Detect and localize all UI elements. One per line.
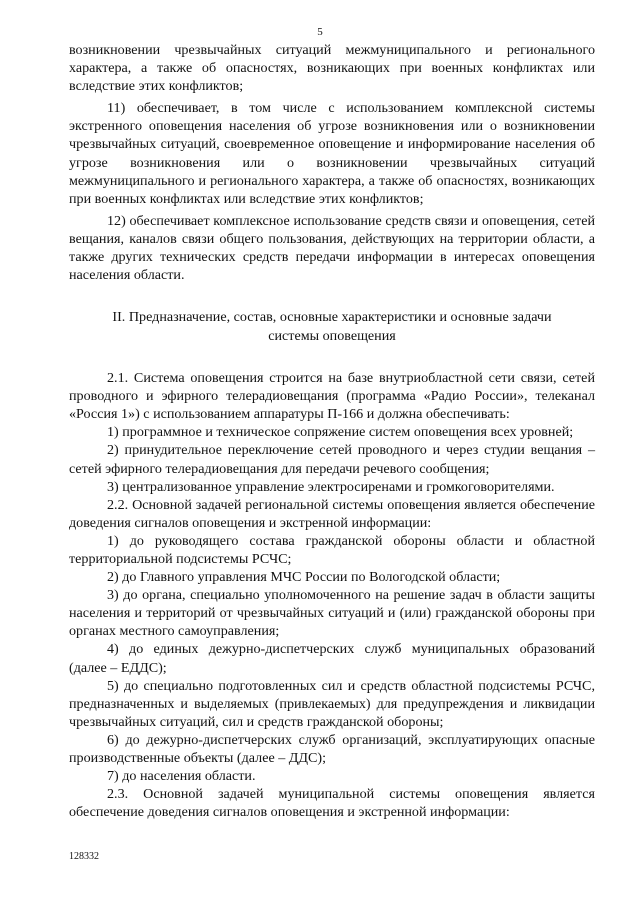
paragraph-item-11: 11) обеспечивает, в том числе с использованием комплексной системы экстренного оповещения населения об угрозе возникновения или о возникновении чрезвычайных ситуаций, своевременное оповещение и информирование населения об угрозе возникновения или о возникновении чрезвычайных ситуаций межмуниципального и регионального характера, а также об опасностях, возникающих при военных конфликтах или вследствие этих конфликтов;: [69, 100, 595, 207]
list-item: 1) до руководящего состава гражданской обороны области и областной территориальной подсистемы РСЧС;: [69, 532, 595, 567]
list-item: 2) принудительное переключение сетей проводного и через студии вещания – сетей эфирного телерадиовещания для передачи речевого сообщения;: [69, 442, 595, 477]
list-item: 3) централизованное управление электросиренами и громкоговорителями.: [107, 478, 555, 495]
list-item: 3) до органа, специально уполномоченного на решение задач в области защиты населения и территорий от чрезвычайных ситуаций и (или) гражданской обороны при органах местного самоуправления;: [69, 587, 595, 640]
paragraph-item-12: 12) обеспечивает комплексное использование средств связи и оповещения, сетей вещания, каналов связи общего пользования, действующих на территории области, а также других технических средств передачи информации в интересах оповещения населения области.: [69, 212, 595, 284]
paragraph-continuation: возникновении чрезвычайных ситуаций межмуниципального и регионального характера, а также об опасностях, возникающих при военных конфликтах или вследствие этих конфликтов;: [69, 42, 595, 95]
list-item: 2) до Главного управления МЧС России по Вологодской области;: [107, 569, 501, 586]
document-code: 128332: [69, 851, 99, 862]
list-item: 7) до населения области.: [107, 768, 256, 785]
paragraph-2-1: 2.1. Система оповещения строится на базе внутриобластной сети связи, сетей проводного и эфирного телерадиовещания (программа «Радио России», телеканал «Россия 1») с использованием аппаратуры П-166 и должна обеспечивать:: [69, 370, 595, 423]
list-item: 1) программное и техническое сопряжение систем оповещения всех уровней;: [107, 424, 574, 441]
list-item: 6) до дежурно-диспетчерских служб организаций, эксплуатирующих опасные производственные объекты (далее – ДДС);: [69, 731, 595, 766]
section-heading-line-2: системы оповещения: [268, 327, 396, 344]
document-body: [69, 41, 595, 821]
section-heading: [69, 308, 595, 345]
paragraph-2-2: 2.2. Основной задачей региональной системы оповещения является обеспечение доведения сигналов оповещения и экстренной информации:: [69, 496, 595, 531]
page-number: 5: [317, 26, 323, 38]
section-heading-line-1: II. Предназначение, состав, основные характеристики и основные задачи: [112, 309, 552, 326]
list-item: 5) до специально подготовленных сил и средств областной подсистемы РСЧС, предназначенных и выделяемых (привлекаемых) для предупреждения и ликвидации чрезвычайных ситуаций, сил и средств гражданской обороны;: [69, 677, 595, 730]
paragraph-2-3: 2.3. Основной задачей муниципальной системы оповещения является обеспечение доведения сигналов оповещения и экстренной информации:: [69, 786, 595, 821]
list-item: 4) до единых дежурно-диспетчерских служб муниципальных образований (далее – ЕДДС);: [69, 641, 595, 676]
